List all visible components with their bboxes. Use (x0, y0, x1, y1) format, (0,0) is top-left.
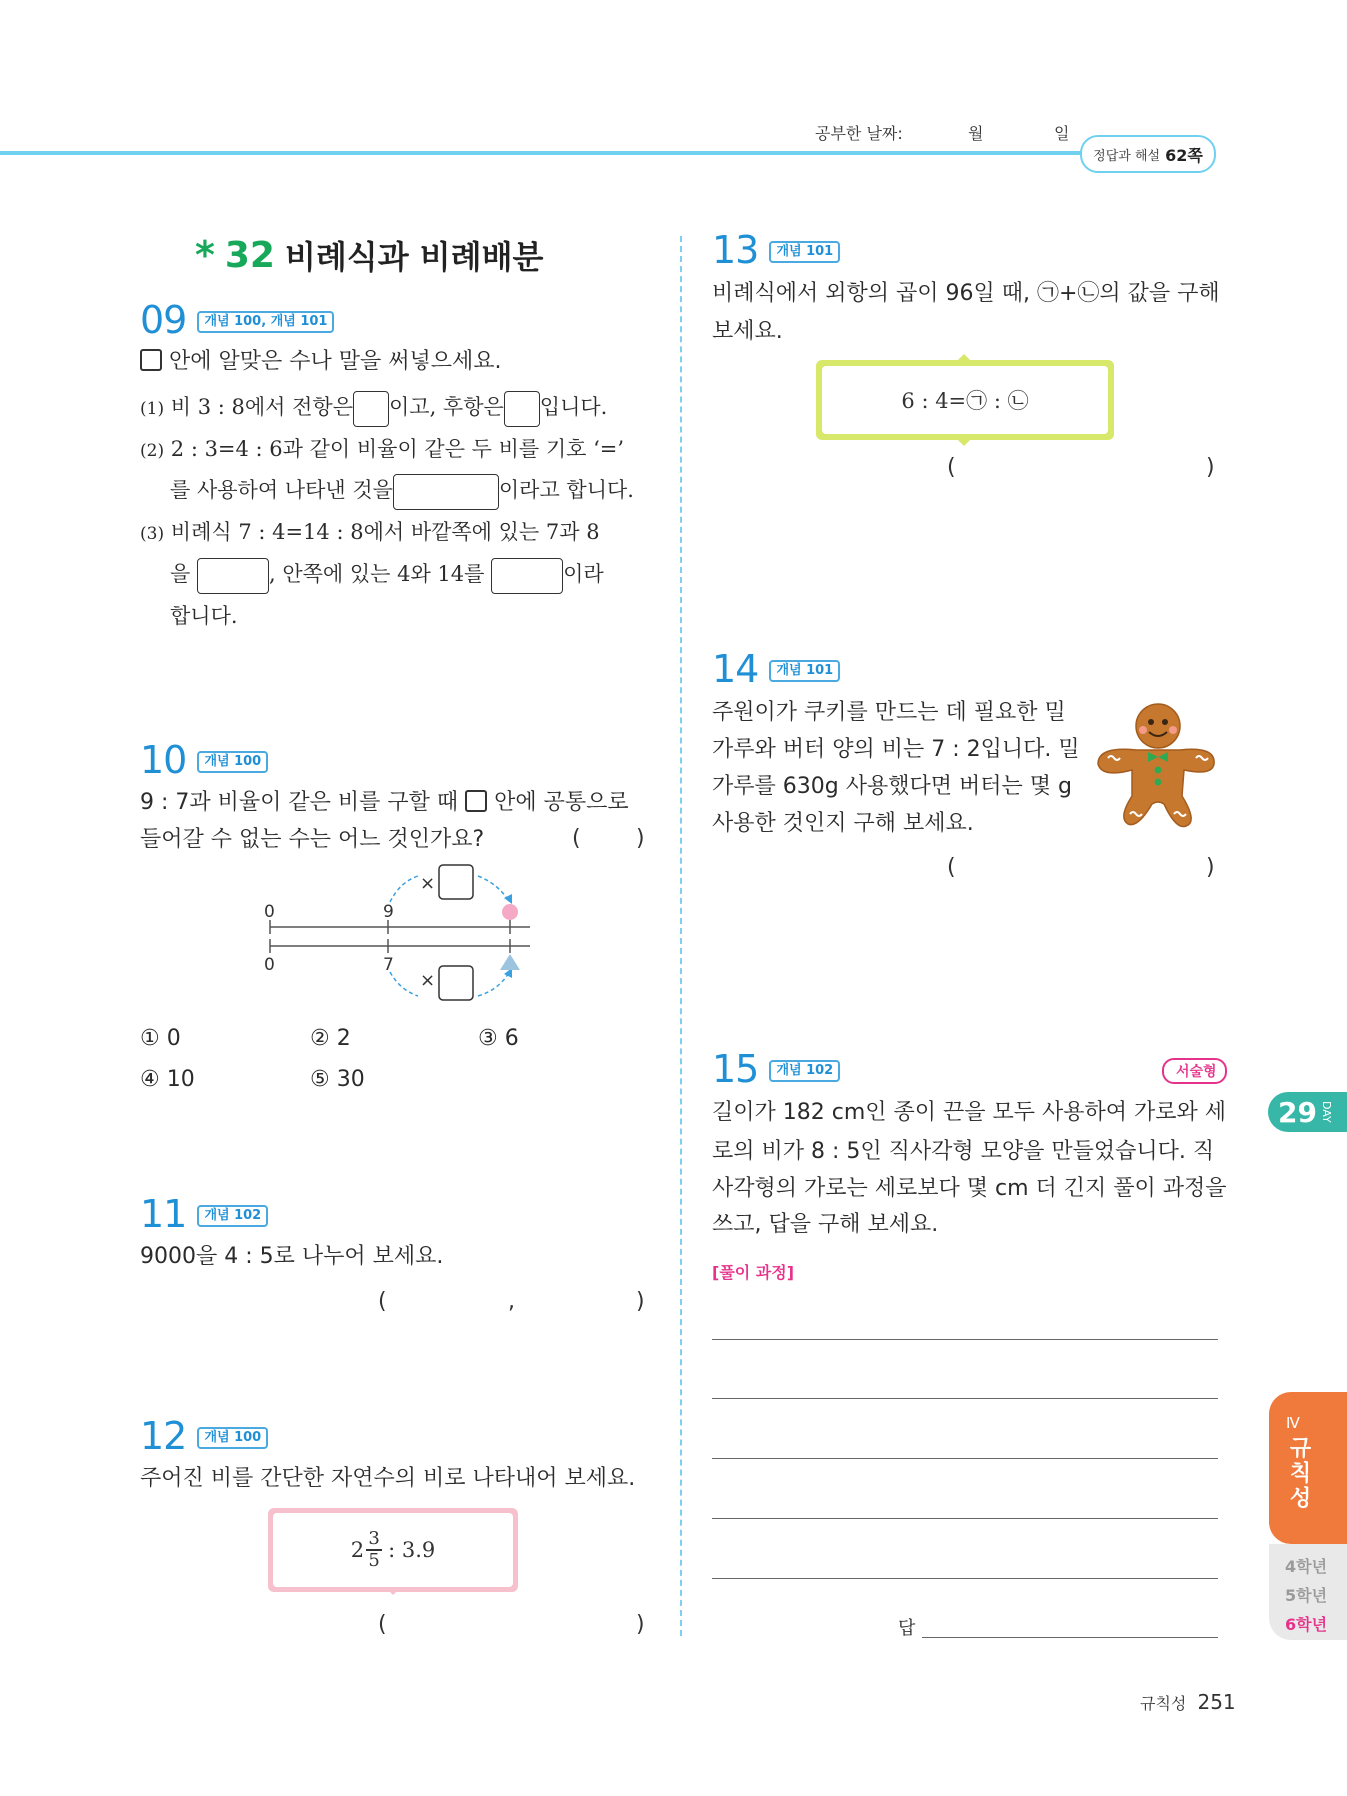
answer-box[interactable] (393, 474, 499, 510)
top-nine-label: 9 (383, 902, 394, 922)
gingerbread-cookie-image (1094, 700, 1220, 832)
option-5[interactable]: ⑤ 30 (310, 1067, 365, 1092)
problem-09-item-1: (1) 비 3 : 8에서 전항은 이고, 후항은 입니다. (140, 389, 607, 428)
concept-tag: 개념 100, 개념 101 (197, 311, 334, 333)
chapter-roman: Ⅳ (1286, 1414, 1300, 1432)
answer-box[interactable] (504, 391, 540, 427)
grade-4: 4학년 (1285, 1557, 1328, 1576)
problem-14-line-2: 가루와 버터 양의 비는 7 : 2입니다. 밀 (712, 737, 1080, 762)
times-sign-top: × (420, 873, 436, 894)
answer-paren-close: ) (1206, 455, 1215, 480)
month-label: 월 (968, 124, 984, 143)
proportion-card: 6 : 4=㉠ : ㉡ (822, 366, 1108, 434)
answer-line[interactable] (922, 1637, 1218, 1638)
ratio-rest: : 3.9 (388, 1538, 436, 1562)
answer-paren-open: ( (378, 1612, 387, 1637)
option-1[interactable]: ① 0 (140, 1026, 181, 1051)
footer-chapter: 규칙성 (1140, 1694, 1187, 1713)
problem-09-item-3-cont: 을 , 안쪽에 있는 4와 14를 이라 (170, 556, 604, 594)
page-footer (1140, 1690, 1236, 1714)
option-3[interactable]: ③ 6 (478, 1026, 519, 1051)
problem-number: 09 (140, 298, 187, 342)
problem-14-header (712, 647, 840, 691)
study-date-label: 공부한 날짜: (815, 124, 903, 143)
option-2[interactable]: ② 2 (310, 1026, 351, 1051)
star-icon: * (195, 233, 215, 277)
bottom-zero-label: 0 (264, 955, 275, 975)
problem-15-line-4: 쓰고, 답을 구해 보세요. (712, 1212, 939, 1237)
answer-box[interactable] (197, 558, 269, 594)
answer-paren-close: ) (636, 826, 645, 851)
day-label: DAY (1319, 1101, 1333, 1123)
chapter-tab (1269, 1392, 1347, 1544)
mixed-whole: 2 (350, 1538, 365, 1562)
concept-tag: 개념 100 (197, 1427, 268, 1449)
problem-number: 13 (712, 228, 759, 272)
problem-09-item-3-end: 합니다. (170, 604, 238, 628)
ratio-card (273, 1513, 513, 1587)
answer-reference-label: 정답과 해설 (1093, 148, 1161, 164)
problem-14-line-1: 주원이가 쿠키를 만드는 데 필요한 밀 (712, 700, 1066, 725)
problem-11-text: 9000을 4 : 5로 나누어 보세요. (140, 1244, 444, 1269)
writing-line[interactable] (712, 1398, 1218, 1399)
concept-tag: 개념 100 (197, 751, 268, 773)
multiplier-box-top[interactable] (439, 865, 473, 899)
answer-paren-close: ) (1206, 855, 1215, 880)
problem-09-item-2-cont: 를 사용하여 나타낸 것을 이라고 합니다. (170, 472, 634, 510)
problem-13-header (712, 228, 840, 272)
problem-09-instruction: 안에 알맞은 수나 말을 써넣으세요. (140, 343, 502, 380)
solution-process-label: [풀이 과정] (712, 1263, 795, 1282)
problem-14-line-4: 사용한 것인지 구해 보세요. (712, 811, 974, 836)
answer-paren-close: ) (636, 1289, 645, 1314)
page-number: 251 (1197, 1690, 1236, 1714)
problem-14-line-3: 가루를 630g 사용했다면 버터는 몇 g (712, 774, 1072, 799)
day-number: 29 (1278, 1095, 1317, 1129)
descriptive-badge: 서술형 (1162, 1058, 1227, 1084)
option-4[interactable]: ④ 10 (140, 1067, 195, 1092)
writing-line[interactable] (712, 1458, 1218, 1459)
problem-09-item-3: (3) 비례식 7 : 4=14 : 8에서 바깥쪽에 있는 7과 8 (140, 520, 600, 544)
grade-6: 6학년 (1285, 1615, 1328, 1634)
problem-11-header (140, 1192, 268, 1236)
concept-tag: 개념 102 (769, 1060, 840, 1082)
day-label: 일 (1054, 124, 1070, 143)
answer-reference (1080, 135, 1216, 173)
section-title (195, 232, 543, 278)
section-number: 32 (224, 234, 275, 276)
problem-number: 12 (140, 1414, 187, 1458)
times-sign-bottom: × (420, 970, 436, 991)
answer-paren-close: ) (636, 1612, 645, 1637)
problem-12-text: 주어진 비를 간단한 자연수의 비로 나타내어 보세요. (140, 1466, 636, 1491)
bottom-seven-label: 7 (383, 955, 394, 975)
number-line-diagram (250, 862, 540, 1012)
header-rule (0, 151, 1090, 155)
problem-15-line-1: 길이가 182 cm인 종이 끈을 모두 사용하여 가로와 세 (712, 1100, 1227, 1125)
day-tab (1268, 1092, 1347, 1132)
fraction-numerator: 3 (368, 1528, 380, 1550)
answer-box[interactable] (491, 558, 563, 594)
triangle-icon (500, 954, 520, 970)
concept-tag: 개념 102 (197, 1205, 268, 1227)
writing-line[interactable] (712, 1518, 1218, 1519)
blank-square-icon (465, 790, 487, 812)
column-divider (680, 236, 682, 1636)
answer-label: 답 (898, 1618, 916, 1639)
problem-13-line-2: 보세요. (712, 319, 783, 344)
problem-number: 14 (712, 647, 759, 691)
top-zero-label: 0 (264, 902, 275, 922)
problem-09-header (140, 298, 334, 342)
answer-paren-open: ( (947, 455, 956, 480)
writing-line[interactable] (712, 1578, 1218, 1579)
concept-tag: 개념 101 (769, 660, 840, 682)
problem-09-item-2: (2) 2 : 3=4 : 6과 같이 비율이 같은 두 비를 기호 ‘=’ (140, 437, 625, 461)
problem-number: 15 (712, 1047, 759, 1091)
problem-15-line-2: 로의 비가 8 : 5인 직사각형 모양을 만들었습니다. 직 (712, 1139, 1215, 1164)
ratio-card-frame (268, 1508, 518, 1592)
problem-12-header (140, 1414, 268, 1458)
problem-10-line-2: 들어갈 수 없는 수는 어느 것인가요? (140, 827, 485, 852)
proportion-card-frame (816, 360, 1114, 440)
answer-paren-open: ( (947, 855, 956, 880)
answer-paren-open: ( (572, 826, 581, 851)
problem-number: 11 (140, 1192, 187, 1236)
multiplier-box-bottom[interactable] (439, 966, 473, 1000)
problem-15-header (712, 1047, 840, 1091)
blank-square-icon (140, 349, 162, 371)
grade-tab (1269, 1544, 1347, 1640)
problem-10-line-1: 9 : 7과 비율이 같은 비를 구할 때 안에 공통으로 (140, 790, 629, 815)
concept-tag: 개념 101 (769, 241, 840, 263)
fraction (366, 1529, 382, 1571)
fraction-denominator: 5 (368, 1549, 380, 1571)
problem-10-header (140, 738, 268, 782)
answer-comma: , (508, 1289, 515, 1314)
answer-box[interactable] (353, 391, 389, 427)
problem-13-line-1: 비례식에서 외항의 곱이 96일 때, ㉠+㉡의 값을 구해 (712, 281, 1220, 306)
section-name: 비례식과 비례배분 (284, 238, 544, 276)
answer-paren-open: ( (378, 1289, 387, 1314)
answer-page: 62쪽 (1165, 145, 1203, 165)
chapter-title: 규칙성 (1286, 1436, 1311, 1511)
problem-number: 10 (140, 738, 187, 782)
writing-line[interactable] (712, 1339, 1218, 1340)
grade-5: 5학년 (1285, 1586, 1328, 1605)
problem-15-line-3: 사각형의 가로는 세로보다 몇 cm 더 긴지 풀이 과정을 (712, 1176, 1227, 1201)
